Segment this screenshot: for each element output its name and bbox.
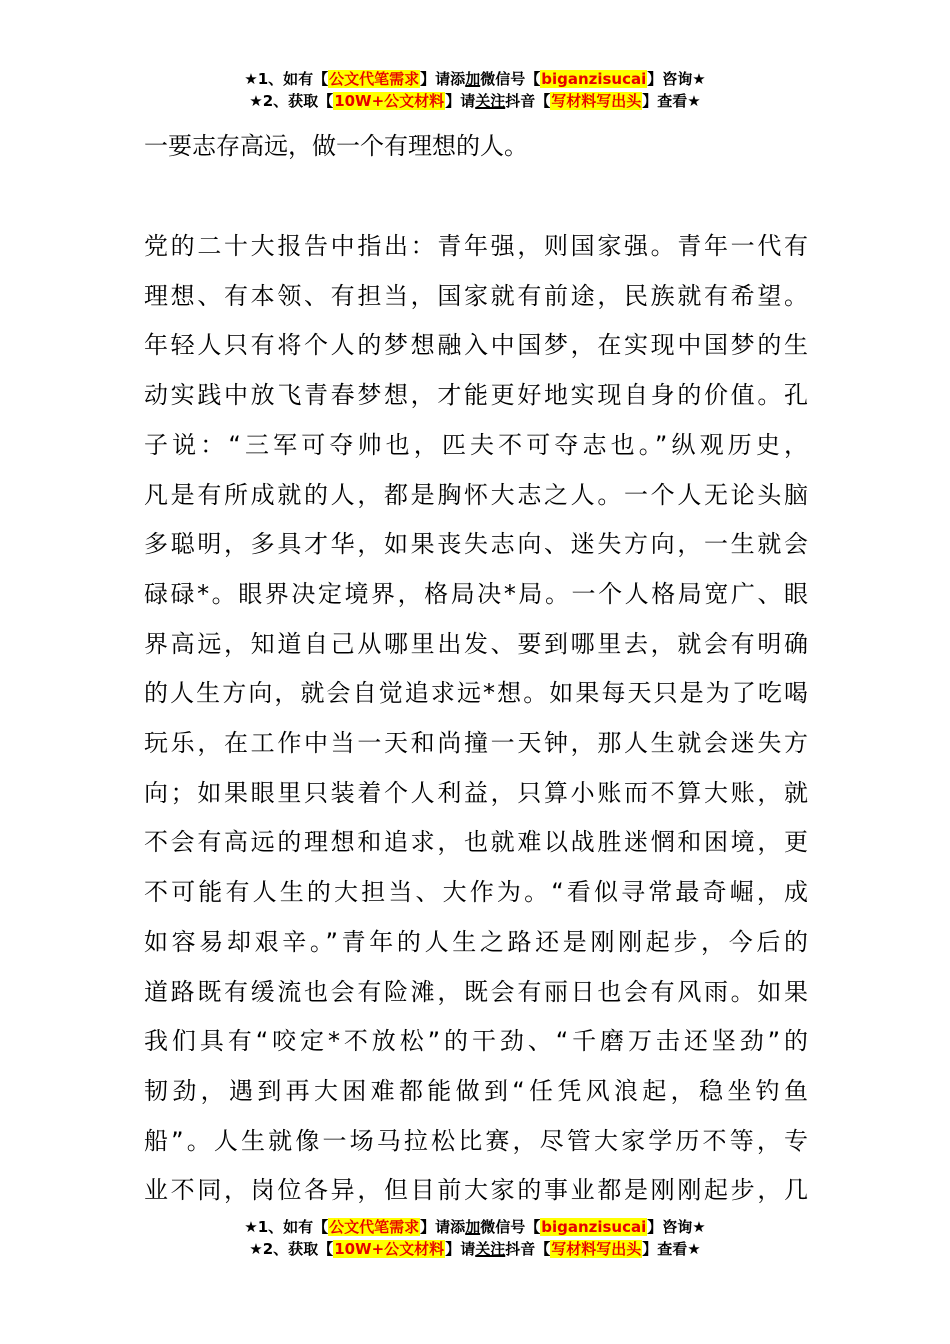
highlight-service: 公文代笔需求 xyxy=(329,70,420,88)
highlight-douyin-id: 写材料写出头 xyxy=(551,1240,642,1258)
highlight-materials: 10W+公文材料 xyxy=(334,1240,445,1258)
banner-line-2 xyxy=(0,90,950,112)
paragraph-line: 不可能有人生的大担当、大作为。“看似寻常最奇崛，成 xyxy=(144,878,808,907)
paragraph-line: 向；如果眼里只装着个人利益，只算小账而不算大账，就 xyxy=(144,778,808,807)
paragraph-line: 凡是有所成就的人，都是胸怀大志之人。一个人无论头脑 xyxy=(144,480,808,509)
banner-text: 微信号【 xyxy=(480,1218,541,1236)
banner-text: 】咨询★ xyxy=(647,70,706,88)
paragraph-line: 道路既有缓流也会有险滩，既会有丽日也会有风雨。如果 xyxy=(144,977,808,1006)
paragraph-line: 业不同，岗位各异，但目前大家的事业都是刚刚起步，几 xyxy=(144,1176,808,1205)
highlight-wechat-id: biganzisucai xyxy=(541,1218,647,1236)
paragraph-line: 如容易却艰辛。”青年的人生之路还是刚刚起步，今后的 xyxy=(144,927,808,956)
paragraph-line: 韧劲，遇到再大困难都能做到“任凭风浪起，稳坐钓鱼 xyxy=(144,1076,808,1105)
banner-underlined-text: 关注 xyxy=(475,92,506,110)
paragraph-line: 党的二十大报告中指出：青年强，则国家强。青年一代有 xyxy=(144,232,808,260)
paragraph-line: 理想、有本领、有担当，国家就有前途，民族就有希望。 xyxy=(144,281,808,310)
highlight-wechat-id: biganzisucai xyxy=(541,70,647,88)
paragraph-line: 动实践中放飞青春梦想，才能更好地实现自身的价值。孔 xyxy=(144,381,808,410)
paragraph-line: 多聪明，多具才华，如果丧失志向、迷失方向，一生就会 xyxy=(144,530,808,559)
paragraph-line: 我们具有“咬定*不放松”的干劲、“千磨万击还坚劲”的 xyxy=(144,1027,808,1056)
banner-text: 】请添 xyxy=(420,70,466,88)
banner-text: 】请 xyxy=(445,92,476,110)
paragraph-line: 年轻人只有将个人的梦想融入中国梦，在实现中国梦的生 xyxy=(144,331,808,360)
highlight-douyin-id: 写材料写出头 xyxy=(551,92,642,110)
banner-text: 微信号【 xyxy=(480,70,541,88)
paragraph-line: 碌碌*。眼界决定境界，格局决*局。一个人格局宽广、眼 xyxy=(144,579,808,608)
banner-text: 抖音【 xyxy=(505,92,551,110)
paragraph-line: 玩乐，在工作中当一天和尚撞一天钟，那人生就会迷失方 xyxy=(144,729,808,757)
highlight-materials: 10W+公文材料 xyxy=(334,92,445,110)
banner-text: 】请添 xyxy=(420,1218,466,1236)
banner-line-1 xyxy=(0,68,950,90)
header-banner xyxy=(0,68,950,112)
banner-line-1 xyxy=(0,1216,950,1238)
banner-underlined-text: 加 xyxy=(465,1218,481,1236)
banner-line-2 xyxy=(0,1238,950,1260)
banner-text: 】咨询★ xyxy=(647,1218,706,1236)
footer-banner xyxy=(0,1216,950,1260)
paragraph-line: 子说：“三军可夺帅也，匹夫不可夺志也。”纵观历史， xyxy=(144,430,808,459)
banner-text: 】查看★ xyxy=(642,92,701,110)
section-heading: 一要志存高远，做一个有理想的人。 xyxy=(144,132,528,160)
paragraph-line: 不会有高远的理想和追求，也就难以战胜迷惘和困境，更 xyxy=(144,828,808,857)
paragraph-line: 界高远，知道自己从哪里出发、要到哪里去，就会有明确 xyxy=(144,629,808,658)
highlight-service: 公文代笔需求 xyxy=(329,1218,420,1236)
banner-text: ★1、如有【 xyxy=(244,1218,329,1236)
banner-text: 抖音【 xyxy=(505,1240,551,1258)
paragraph-line: 船”。人生就像一场马拉松比赛，尽管大家学历不等，专 xyxy=(144,1126,808,1155)
banner-text: 】请 xyxy=(445,1240,476,1258)
banner-text: ★1、如有【 xyxy=(244,70,329,88)
paragraph-line: 的人生方向，就会自觉追求远*想。如果每天只是为了吃喝 xyxy=(144,679,808,708)
banner-text: ★2、获取【 xyxy=(249,1240,334,1258)
banner-underlined-text: 加 xyxy=(465,70,481,88)
banner-text: ★2、获取【 xyxy=(249,92,334,110)
banner-underlined-text: 关注 xyxy=(475,1240,506,1258)
banner-text: 】查看★ xyxy=(642,1240,701,1258)
